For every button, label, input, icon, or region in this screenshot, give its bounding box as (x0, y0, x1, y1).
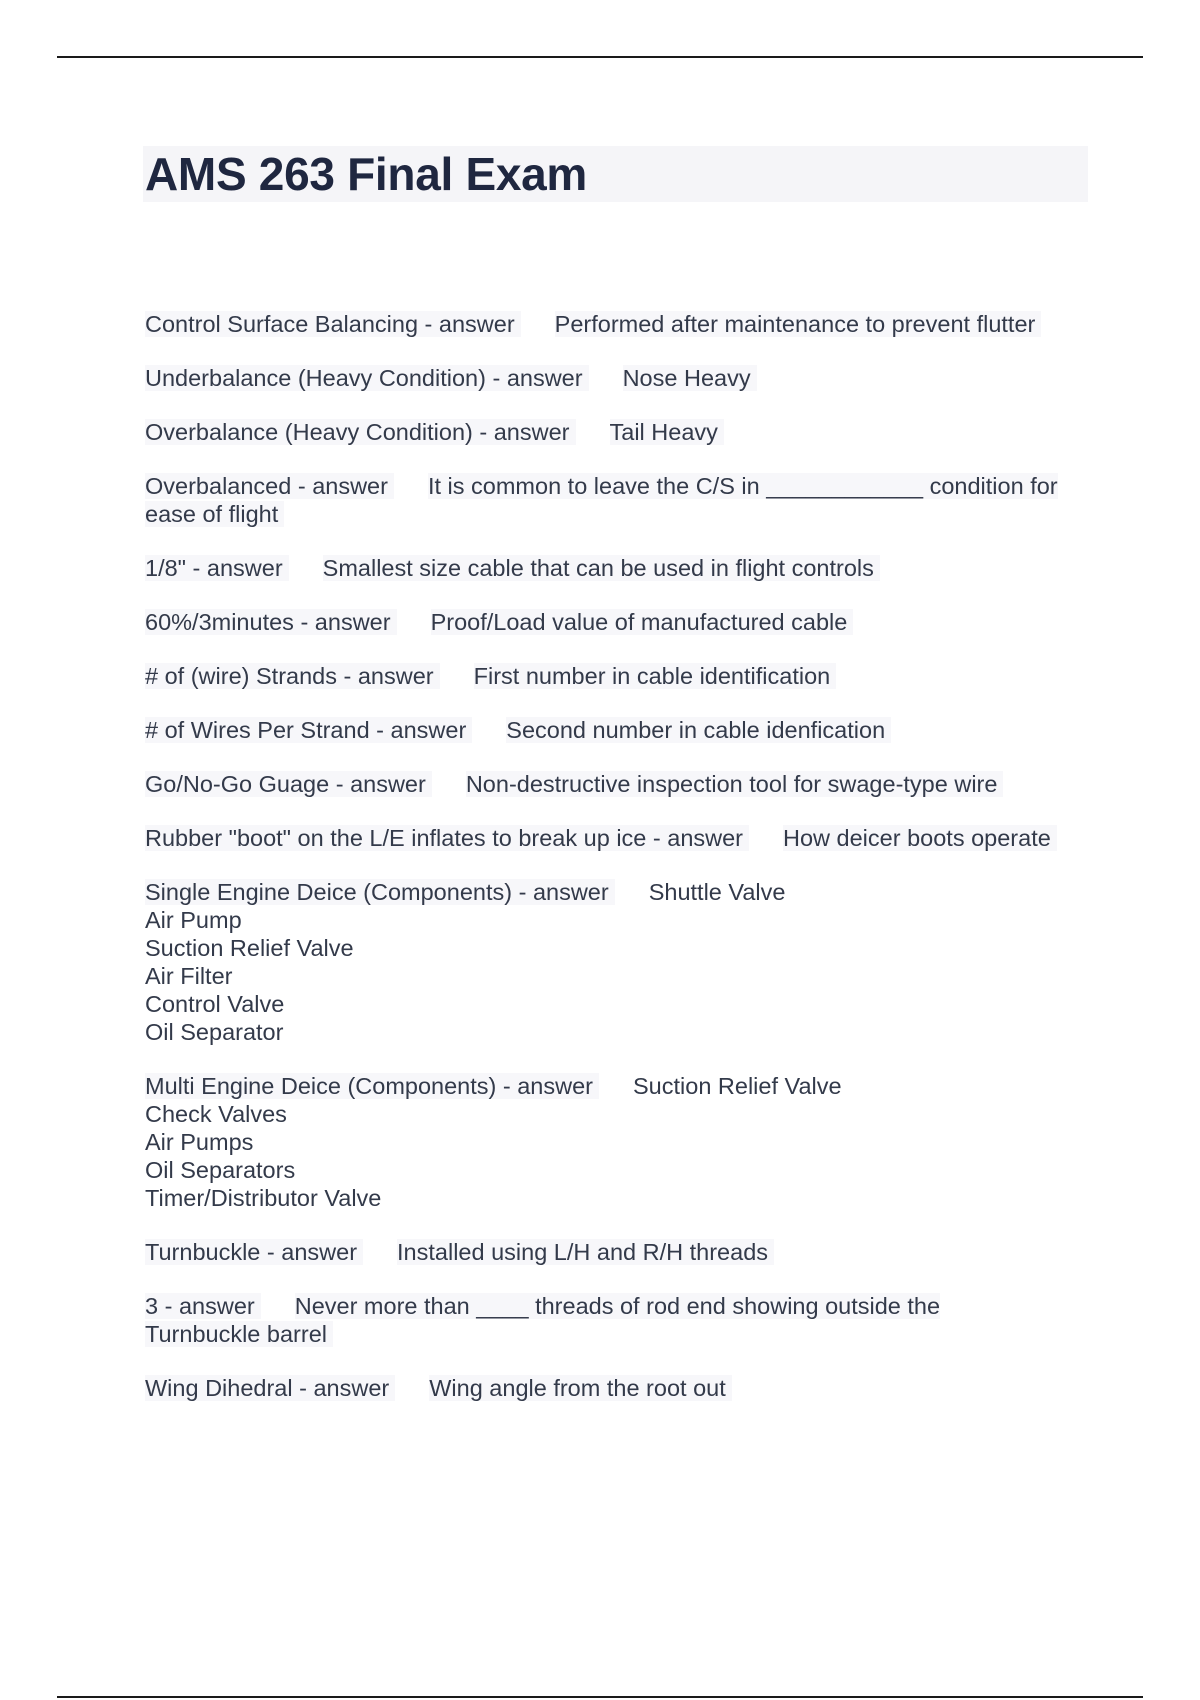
answer-line: Control Valve (145, 991, 285, 1017)
answer-text: Nose Heavy (623, 365, 757, 391)
question-text: 60%/3minutes - answer (145, 609, 397, 635)
qa-entry (145, 472, 1075, 528)
answer-line: Suction Relief Valve (145, 935, 354, 961)
question-text: Single Engine Deice (Components) - answer (145, 879, 615, 905)
qa-entry (145, 770, 1095, 798)
question-text: Overbalance (Heavy Condition) - answer (145, 419, 576, 445)
top-rule (57, 56, 1143, 58)
question-text: Multi Engine Deice (Components) - answer (145, 1073, 599, 1099)
question-text: # of Wires Per Strand - answer (145, 717, 472, 743)
answer-text: Non-destructive inspection tool for swage-type wire (466, 771, 1004, 797)
answer-line: Air Filter (145, 963, 233, 989)
qa-entry (145, 364, 1095, 392)
question-text: Control Surface Balancing - answer (145, 311, 521, 337)
answer-text: Never more than ____ threads of rod end showing outside the Turnbuckle barrel (145, 1293, 941, 1347)
qa-entry (145, 662, 1095, 690)
answer-text: First number in cable identification (474, 663, 837, 689)
answer-text: Tail Heavy (610, 419, 724, 445)
answer-line: Timer/Distributor Valve (145, 1185, 382, 1211)
answer-line: Check Valves (145, 1101, 287, 1127)
answer-line: Air Pumps (145, 1129, 254, 1155)
answer-text: Suction Relief Valve (633, 1073, 842, 1099)
qa-entry (145, 310, 1095, 338)
question-text: Go/No-Go Guage - answer (145, 771, 432, 797)
qa-entry (145, 1072, 1095, 1212)
bottom-rule (57, 1696, 1143, 1698)
qa-entry (145, 716, 1095, 744)
question-text: 1/8" - answer (145, 555, 289, 581)
question-text: 3 - answer (145, 1293, 261, 1319)
question-text: # of (wire) Strands - answer (145, 663, 440, 689)
answer-line: Oil Separator (145, 1019, 284, 1045)
answer-text: It is common to leave the C/S in ____________ condition for ease of flight (145, 473, 1058, 527)
question-text: Wing Dihedral - answer (145, 1375, 395, 1401)
answer-text: Smallest size cable that can be used in flight controls (323, 555, 880, 581)
answer-line: Air Pump (145, 907, 242, 933)
qa-entry (145, 878, 1095, 1046)
qa-entry (145, 1374, 1095, 1402)
answer-text: Shuttle Valve (648, 879, 786, 905)
qa-entry (145, 418, 1095, 446)
qa-entry (145, 1238, 1095, 1266)
qa-entry (145, 1292, 975, 1348)
answer-text: Installed using L/H and R/H threads (397, 1239, 774, 1265)
answer-text: How deicer boots operate (783, 825, 1057, 851)
qa-entry (145, 824, 1095, 852)
question-text: Overbalanced - answer (145, 473, 394, 499)
answer-text: Second number in cable idenfication (506, 717, 891, 743)
answer-text: Wing angle from the root out (429, 1375, 732, 1401)
answer-line: Oil Separators (145, 1157, 296, 1183)
page-title: AMS 263 Final Exam (145, 148, 587, 200)
question-text: Underbalance (Heavy Condition) - answer (145, 365, 589, 391)
qa-list (145, 310, 1095, 1428)
question-text: Turnbuckle - answer (145, 1239, 363, 1265)
qa-entry (145, 554, 1095, 582)
title-block (143, 146, 1088, 202)
answer-text: Proof/Load value of manufactured cable (431, 609, 854, 635)
qa-entry (145, 608, 1095, 636)
question-text: Rubber "boot" on the L/E inflates to break up ice - answer (145, 825, 749, 851)
answer-text: Performed after maintenance to prevent flutter (555, 311, 1042, 337)
